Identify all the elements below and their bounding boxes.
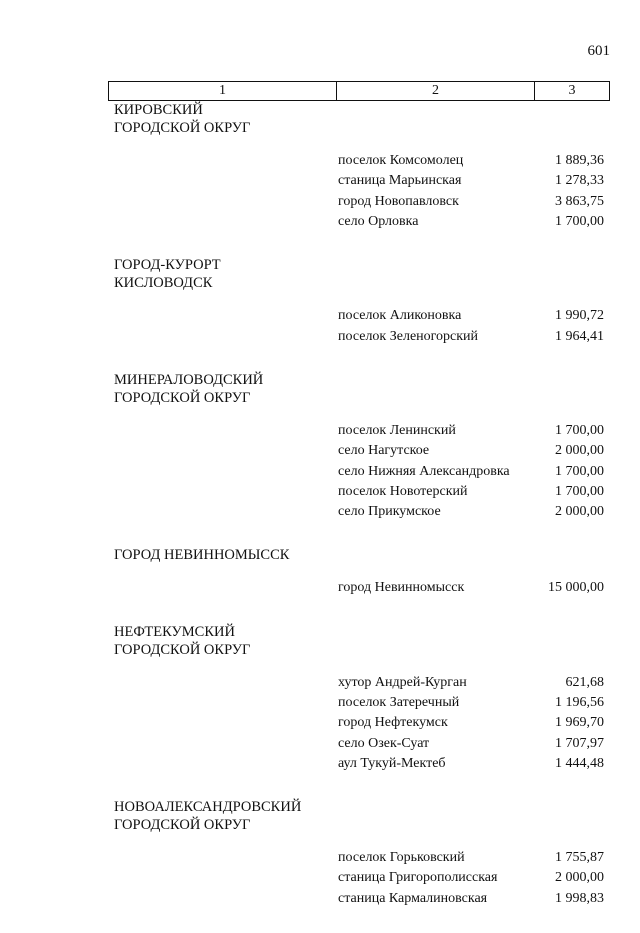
header-col-2: 2 [337, 82, 535, 100]
table-row [108, 868, 610, 888]
settlement-value: 1 700,00 [555, 483, 604, 499]
settlement-name: станица Марьинская [338, 173, 462, 189]
settlement-value: 2 000,00 [555, 870, 604, 886]
table-row [108, 306, 610, 326]
table-row [108, 889, 610, 909]
district-group [108, 256, 610, 347]
settlement-value: 15 000,00 [548, 580, 604, 596]
settlement-name: поселок Аликоновка [338, 308, 462, 324]
settlement-name: поселок Горьковский [338, 850, 465, 866]
table-row [108, 482, 610, 502]
district-title: НЕФТЕКУМСКИЙ ГОРОДСКОЙ ОКРУГ [114, 623, 251, 658]
table-header [108, 81, 610, 101]
settlement-name: станица Григорополисская [338, 870, 498, 886]
settlement-name: поселок Комсомолец [338, 153, 464, 169]
table-body [108, 101, 610, 933]
settlement-value: 1 755,87 [555, 850, 604, 866]
settlement-name: поселок Зеленогорский [338, 328, 479, 344]
settlement-value: 2 000,00 [555, 443, 604, 459]
table-row [108, 441, 610, 461]
header-col-1: 1 [109, 82, 337, 100]
settlement-name: станица Кармалиновская [338, 890, 488, 906]
settlement-value: 1 964,41 [555, 328, 604, 344]
settlement-name: город Новопавловск [338, 193, 459, 209]
table-row [108, 192, 610, 212]
settlement-name: село Прикумское [338, 504, 441, 520]
settlement-name: село Озек-Суат [338, 735, 430, 751]
settlement-name: поселок Новотерский [338, 483, 468, 499]
table-row [108, 848, 610, 868]
settlement-name: город Нефтекумск [338, 715, 448, 731]
settlement-value: 1 700,00 [555, 214, 604, 230]
district-group [108, 101, 610, 232]
table-row [108, 421, 610, 441]
settlement-name: город Невинномысск [338, 580, 465, 596]
table-row [108, 151, 610, 171]
settlement-name: село Нагутское [338, 443, 430, 459]
table-row [108, 502, 610, 522]
district-title: ГОРОД НЕВИННОМЫССК [114, 547, 290, 564]
district-group [108, 371, 610, 522]
settlement-value: 1 700,00 [555, 422, 604, 438]
table-row [108, 693, 610, 713]
district-title: МИНЕРАЛОВОДСКИЙ ГОРОДСКОЙ ОКРУГ [114, 371, 264, 406]
settlement-value: 1 707,97 [555, 735, 604, 751]
settlement-value: 2 000,00 [555, 504, 604, 520]
settlement-value: 1 700,00 [555, 463, 604, 479]
settlement-name: аул Тукуй-Мектеб [338, 755, 446, 771]
settlement-name: село Нижняя Александровка [338, 463, 510, 479]
table-row [108, 461, 610, 481]
settlement-value: 1 969,70 [555, 715, 604, 731]
settlement-value: 1 998,83 [555, 890, 604, 906]
table-row [108, 212, 610, 232]
settlement-value: 3 863,75 [555, 193, 604, 209]
settlement-value: 621,68 [565, 674, 604, 690]
table-row [108, 673, 610, 693]
header-col-3: 3 [568, 83, 576, 98]
settlement-name: поселок Затеречный [338, 695, 460, 710]
district-title: НОВОАЛЕКСАНДРОВСКИЙ ГОРОДСКОЙ ОКРУГ [114, 799, 302, 834]
settlement-value: 1 278,33 [555, 173, 604, 189]
district-group [108, 546, 610, 598]
district-title: ГОРОД-КУРОРТ КИСЛОВОДСК [114, 257, 221, 292]
table-row [108, 578, 610, 598]
settlement-value: 1 196,56 [555, 695, 604, 710]
settlement-name: поселок Ленинский [338, 422, 456, 438]
table-row [108, 733, 610, 753]
page-number: 601 [587, 43, 610, 59]
district-title: КИРОВСКИЙ ГОРОДСКОЙ ОКРУГ [114, 102, 251, 136]
settlement-value: 1 444,48 [555, 755, 604, 771]
table-row [108, 171, 610, 191]
district-group [108, 623, 610, 774]
settlement-value: 1 990,72 [555, 308, 604, 324]
table-row [108, 713, 610, 733]
settlement-value: 1 889,36 [555, 153, 604, 169]
table-row [108, 754, 610, 774]
table-row [108, 326, 610, 346]
settlement-name: хутор Андрей-Курган [338, 674, 467, 690]
settlement-name: село Орловка [338, 214, 419, 230]
district-group [108, 798, 610, 909]
